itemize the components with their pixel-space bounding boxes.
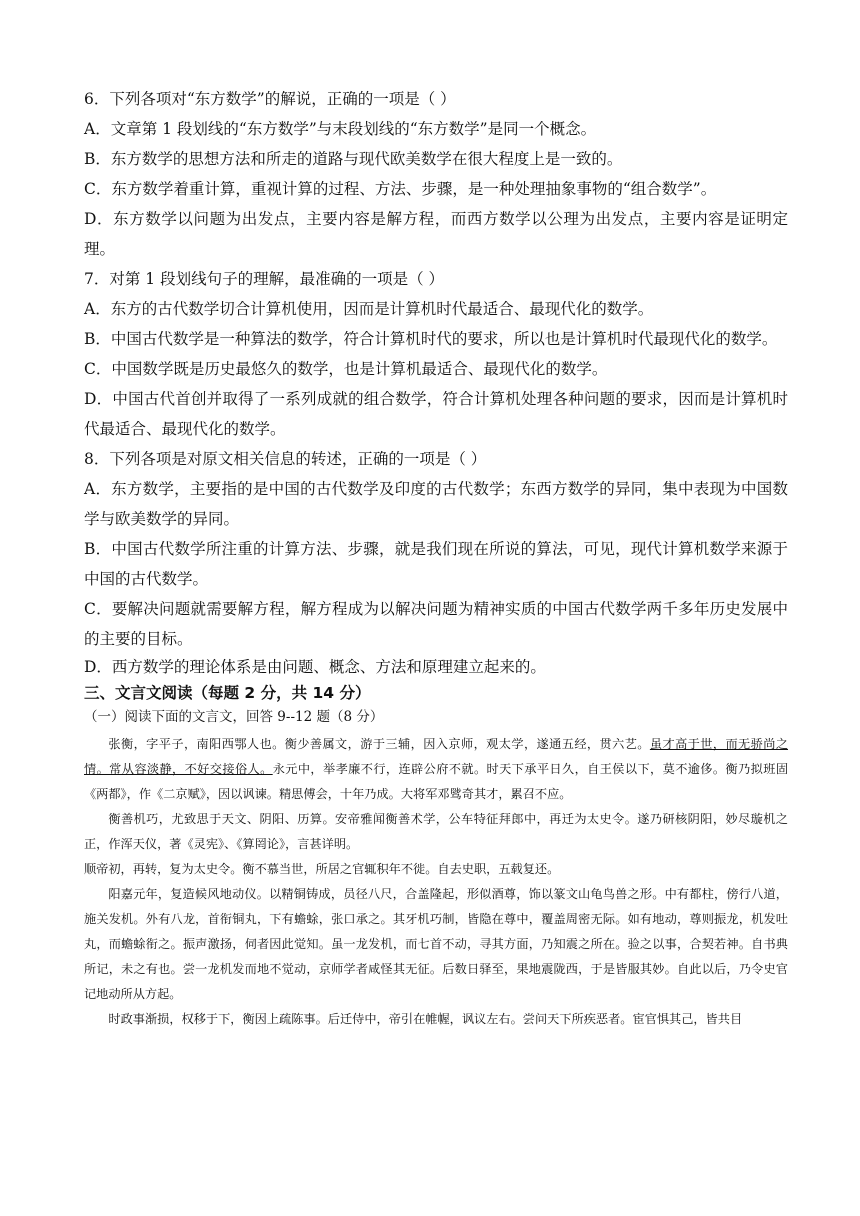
passage-paragraph-1	[84, 732, 788, 807]
passage-text: 张衡，字平子，南阳西鄂人也。衡少善属文，游于三辅，因入京师，观太学，遂通五经，贯六艺。	[108, 737, 650, 751]
exam-page	[84, 84, 788, 1032]
section-title: 三、文言文阅读（每题 2 分，共 14 分）	[84, 684, 371, 702]
q6-stem: 6．下列各项对“东方数学”的解说，正确的一项是（ ）	[84, 90, 456, 108]
q6-option-c: C．东方数学着重计算，重视计算的过程、方法、步骤，是一种处理抽象事物的“组合数学”。	[84, 180, 717, 198]
q7-option-c: C．中国数学既是历史最悠久的数学，也是计算机最适合、最现代化的数学。	[84, 360, 608, 378]
passage-paragraph-3: 顺帝初，再转，复为太史令。衡不慕当世，所居之官辄积年不徙。自去史职，五载复还。	[84, 862, 560, 876]
q6-option-b: B．东方数学的思想方法和所走的道路与现代欧美数学在很大程度上是一致的。	[84, 150, 623, 168]
passage-paragraph-4: 阳嘉元年，复造候风地动仪。以精铜铸成，员径八尺，合盖隆起，形似酒尊，饰以篆文山龟鸟兽之形。中有都柱，傍行八道，施关发机。外有八龙，首衔铜丸，下有蟾蜍，张口承之。其牙机巧制，皆隐在尊中，覆盖周密无际。如有地动，尊则振龙，机发吐丸，而蟾蜍衔之。振声激扬，伺者因此觉知。虽一龙发机，而七首不动，寻其方面，乃知震之所在。验之以事，合契若神。自书典所记，未之有也。尝一龙机发而地不觉动，京师学者咸怪其无征。后数日驿至，果地震陇西，于是皆服其妙。自此以后，乃令史官记地动所从方起。	[84, 887, 788, 1001]
q7-option-b: B．中国古代数学是一种算法的数学，符合计算机时代的要求，所以也是计算机时代最现代化的数学。	[84, 330, 778, 348]
section-subtitle: （一）阅读下面的文言文，回答 9--12 题（8 分）	[84, 709, 384, 725]
passage-text: 永元中，举孝廉不行，连辟公府不就。时天下承平日久，自王侯以下，莫不逾侈。衡乃拟班固《两都》，作《二京赋》，因以讽谏。精思傅会，十年乃成。大将军邓骘奇其才，累召不应。	[84, 762, 789, 801]
passage-paragraph-2: 衡善机巧，尤致思于天文、阴阳、历算。安帝雅闻衡善术学，公车特征拜郎中，再迁为太史令。遂乃研核阴阳，妙尽璇机之正，作浑天仪，著《灵宪》、《算罔论》，言甚详明。	[84, 812, 788, 851]
q7-stem: 7．对第 1 段划线句子的理解，最准确的一项是（ ）	[84, 270, 445, 288]
q8-stem: 8．下列各项是对原文相关信息的转述，正确的一项是（ ）	[84, 450, 487, 468]
q8-option-d: D．西方数学的理论体系是由问题、概念、方法和原理建立起来的。	[84, 658, 546, 676]
passage-paragraph-5: 时政事渐损，权移于下，衡因上疏陈事。后迁侍中，帝引在帷幄，讽议左右。尝问天下所疾恶者。宦官惧其己，皆共目	[108, 1012, 743, 1026]
q7-option-d: D．中国古代首创并取得了一系列成就的组合数学，符合计算机处理各种问题的要求，因而是计算机时代最适合、最现代化的数学。	[84, 390, 788, 438]
q8-option-a: A．东方数学，主要指的是中国的古代数学及印度的古代数学；东西方数学的异同，集中表现为中国数学与欧美数学的异同。	[84, 480, 788, 528]
q6-option-d: D．东方数学以问题为出发点，主要内容是解方程，而西方数学以公理为出发点，主要内容是证明定理。	[84, 210, 788, 258]
underlined-sentence: 虽才高于世，而无骄尚之情。常从容淡静，不好交接俗人。	[84, 737, 789, 776]
q8-option-b: B．中国古代数学所注重的计算方法、步骤，就是我们现在所说的算法，可见，现代计算机数学来源于中国的古代数学。	[84, 540, 788, 588]
q8-option-c: C．要解决问题就需要解方程，解方程成为以解决问题为精神实质的中国古代数学两千多年历史发展中的主要的目标。	[84, 600, 788, 648]
q7-option-a: A．东方的古代数学切合计算机使用，因而是计算机时代最适合、最现代化的数学。	[84, 300, 654, 318]
q6-option-a: A．文章第 1 段划线的“东方数学”与末段划线的“东方数学”是同一个概念。	[84, 120, 597, 138]
